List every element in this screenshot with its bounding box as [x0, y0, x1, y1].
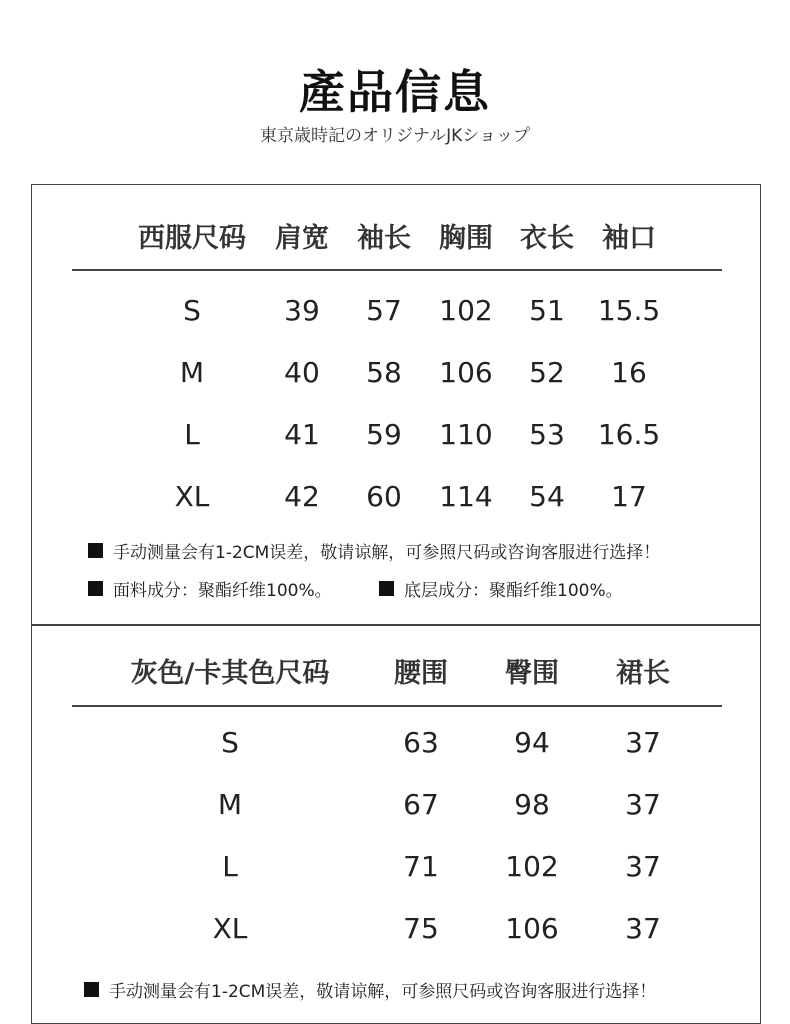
header-sleeve: 袖长: [357, 223, 411, 254]
header-cuff: 袖口: [602, 223, 656, 254]
table-cell: 71: [403, 850, 439, 883]
table-cell: 102: [439, 294, 493, 327]
measurement-note: [88, 538, 660, 563]
skirt-size-table: [31, 624, 761, 1024]
table-cell: 114: [439, 480, 493, 513]
table-cell: 15.5: [597, 294, 661, 327]
table-cell: 94: [514, 726, 550, 759]
table-cell: 53: [529, 418, 565, 451]
table-cell: 54: [529, 480, 565, 513]
header-length: 衣长: [520, 223, 574, 254]
table-cell: 51: [529, 294, 565, 327]
table-cell: L: [184, 418, 200, 451]
measurement-note: [84, 977, 656, 1002]
measurement-note-text: 手动测量会有1-2CM误差，敬请谅解，可参照尺码或咨询客服进行选择！: [109, 982, 657, 1002]
measurement-note-text: 手动测量会有1-2CM误差，敬请谅解，可参照尺码或咨询客服进行选择！: [113, 543, 661, 563]
table-cell: S: [221, 726, 239, 759]
header-skirt-length: 裙长: [616, 658, 670, 689]
table-cell: 63: [403, 726, 439, 759]
table-cell: 39: [284, 294, 320, 327]
table-cell: 59: [366, 418, 402, 451]
table-cell: M: [217, 788, 243, 821]
table-cell: 75: [403, 912, 439, 945]
header-divider: [72, 705, 722, 707]
header-divider: [72, 269, 722, 271]
table-cell: 106: [439, 356, 493, 389]
table-cell: XL: [212, 912, 248, 945]
table-cell: 52: [529, 356, 565, 389]
table-cell: 57: [366, 294, 402, 327]
table-cell: 41: [284, 418, 320, 451]
page-title: 產品信息: [299, 65, 491, 119]
fabric-note: [88, 576, 332, 601]
header-size: 灰色/卡其色尺码: [130, 658, 330, 689]
fabric-note-text: 面料成分：聚酯纤维100%。: [113, 581, 332, 601]
table-cell: 37: [625, 788, 661, 821]
table-cell: S: [183, 294, 201, 327]
header-chest: 胸围: [439, 223, 493, 254]
table-cell: 37: [625, 912, 661, 945]
bullet-square-icon: [88, 581, 103, 596]
header-shoulder: 肩宽: [275, 223, 329, 254]
table-cell: 106: [505, 912, 559, 945]
table-cell: M: [179, 356, 205, 389]
table-cell: 37: [625, 850, 661, 883]
table-cell: 16.5: [597, 418, 661, 451]
table-cell: 16: [611, 356, 647, 389]
header-size: 西服尺码: [138, 223, 246, 254]
shop-subtitle: 東京歳時記のオリジナルJKショップ: [260, 126, 530, 146]
header-hip: 臀围: [505, 658, 559, 689]
table-cell: 60: [366, 480, 402, 513]
bullet-square-icon: [84, 982, 99, 997]
table-cell: 42: [284, 480, 320, 513]
table-cell: L: [222, 850, 238, 883]
table-cell: 58: [366, 356, 402, 389]
table-cell: 67: [403, 788, 439, 821]
lining-note: [379, 576, 623, 601]
table-cell: 40: [284, 356, 320, 389]
table-cell: 98: [514, 788, 550, 821]
table-cell: XL: [174, 480, 210, 513]
table-cell: 110: [439, 418, 493, 451]
bullet-square-icon: [88, 543, 103, 558]
table-cell: 17: [611, 480, 647, 513]
lining-note-text: 底层成分：聚酯纤维100%。: [404, 581, 623, 601]
header-waist: 腰围: [394, 658, 448, 689]
bullet-square-icon: [379, 581, 394, 596]
table-cell: 37: [625, 726, 661, 759]
table-cell: 102: [505, 850, 559, 883]
jacket-size-table: [31, 184, 761, 626]
